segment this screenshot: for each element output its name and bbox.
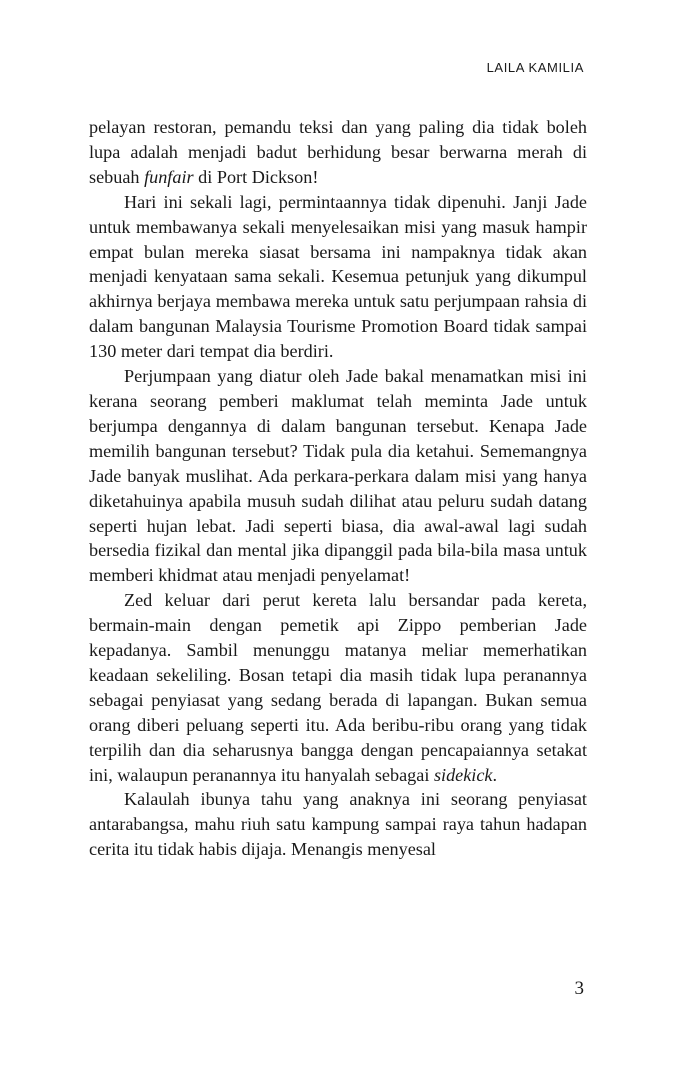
- paragraph: [89, 588, 587, 787]
- paragraph-text: Hari ini sekali lagi, permintaannya tidak dipenuhi. Janji Jade untuk membawanya sekali menyelesaikan misi yang masuk hampir empat bulan mereka siasat bersama ini nampaknya tidak akan menjadi kenyataan sama sekali. Kesemua petunjuk yang dikumpul akhirnya berjaya membawa mereka untuk satu perjumpaan rahsia di dalam bangunan Malaysia Tourisme Promotion Board tidak sampai 130 meter dari tempat dia berdiri.: [89, 191, 587, 362]
- page-number: 3: [574, 978, 584, 999]
- body-text: [89, 115, 587, 862]
- italic-text: funfair: [144, 166, 194, 187]
- paragraph: [89, 115, 587, 190]
- paragraph: [89, 364, 587, 588]
- paragraph-text: pelayan restoran, pemandu teksi dan yang paling dia tidak boleh lupa adalah menjadi badut berhidung besar berwarna merah di sebuah: [89, 117, 587, 187]
- paragraph-text: di Port Dickson!: [193, 166, 319, 187]
- paragraph: [89, 787, 587, 862]
- paragraph-text: .: [492, 764, 498, 785]
- paragraph-text: Zed keluar dari perut kereta lalu bersandar pada kereta, bermain-main dengan pemetik api Zippo pemberian Jade kepadanya. Sambil menunggu matanya meliar memerhatikan keadaan sekeliling. Bosan tetapi dia masih tidak lupa peranannya sebagai penyiasat yang sedang berada di lapangan. Bukan semua orang diberi peluang seperti itu. Ada beribu-ribu orang yang tidak terpilih dan dia seharusnya bangga dengan pencapaiannya setakat ini, walaupun peranannya itu hanyalah sebagai: [89, 590, 587, 785]
- paragraph-text: Perjumpaan yang diatur oleh Jade bakal menamatkan misi ini kerana seorang pemberi maklumat telah meminta Jade untuk berjumpa dengannya di dalam bangunan tersebut. Kenapa Jade memilih bangunan tersebut? Tidak pula dia ketahui. Sememangnya Jade banyak muslihat. Ada perkara-perkara dalam misi yang hanya diketahuinya apabila musuh sudah dilihat atau peluru sudah datang seperti hujan lebat. Jadi seperti biasa, dia awal-awal lagi sudah bersedia fizikal dan mental jika dipanggil pada bila-bila masa untuk memberi khidmat atau menjadi penyelamat!: [89, 366, 587, 586]
- italic-text: sidekick: [433, 764, 493, 785]
- running-head: LAILA KAMILIA: [486, 60, 584, 75]
- paragraph: [89, 190, 587, 364]
- paragraph-text: Kalaulah ibunya tahu yang anaknya ini seorang penyiasat antarabangsa, mahu riuh satu kampung sampai raya tahun hadapan cerita itu tidak habis dijaja. Menangis menyesal: [89, 789, 587, 860]
